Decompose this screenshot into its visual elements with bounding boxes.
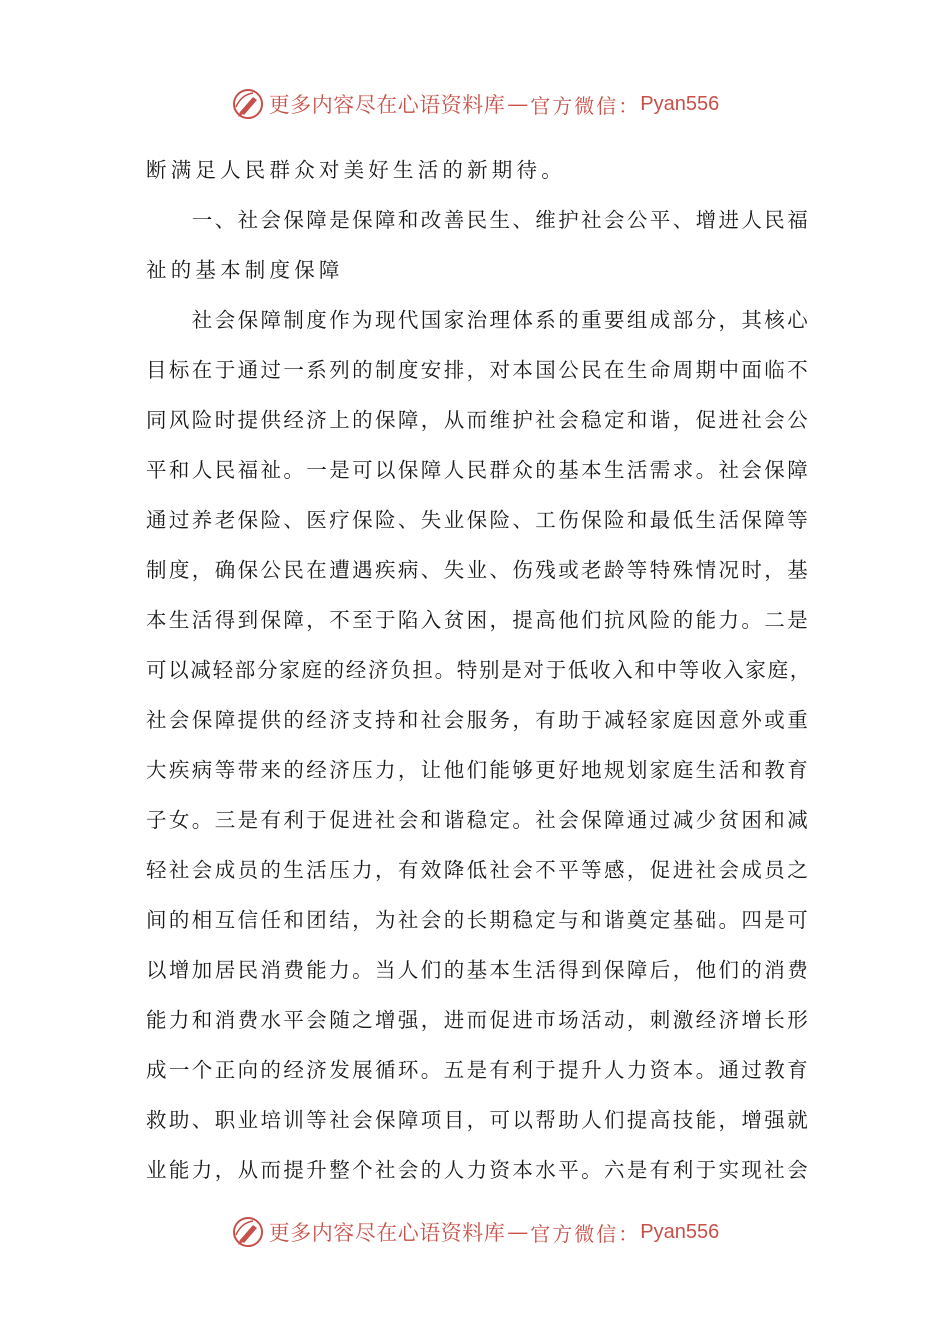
text-line: 社会保障提供的经济支持和社会服务，有助于减轻家庭因意外或重 bbox=[146, 708, 811, 732]
text-line: 同风险时提供经济上的保障，从而维护社会稳定和谐，促进社会公 bbox=[146, 408, 811, 432]
banner-dash: — bbox=[507, 1220, 529, 1244]
text-line: 通过养老保险、医疗保险、失业保险、工伤保险和最低生活保障等 bbox=[146, 508, 811, 532]
banner-text: 更多内容尽在心语资料库 bbox=[268, 1221, 506, 1245]
text-line: 可以减轻部分家庭的经济负担。特别是对于低收入和中等收入家庭， bbox=[146, 658, 812, 682]
banner-wechat-id: Pyan556 bbox=[640, 92, 720, 115]
text-line: 间的相互信任和团结，为社会的长期稳定与和谐奠定基础。四是可 bbox=[146, 908, 811, 932]
banner-text: 更多内容尽在心语资料库 bbox=[268, 93, 506, 117]
pen-logo-icon bbox=[231, 87, 265, 121]
text-line: 业能力，从而提升整个社会的人力资本水平。六是有利于实现社会 bbox=[146, 1158, 811, 1182]
text-line: 平和人民福祉。一是可以保障人民群众的基本生活需求。社会保障 bbox=[146, 458, 811, 482]
text-line: 救助、职业培训等社会保障项目，可以帮助人们提高技能，增强就 bbox=[146, 1108, 811, 1132]
text-line: 能力和消费水平会随之增强，进而促进市场活动，刺激经济增长形 bbox=[146, 1008, 811, 1032]
text-line: 子女。三是有利于促进社会和谐稳定。社会保障通过减少贫困和减 bbox=[146, 808, 811, 832]
banner-wechat-id: Pyan556 bbox=[640, 1220, 720, 1243]
text-line: 大疾病等带来的经济压力，让他们能够更好地规划家庭生活和教育 bbox=[146, 758, 811, 782]
text-line: 社会保障制度作为现代国家治理体系的重要组成部分，其核心 bbox=[146, 308, 811, 332]
section-heading-line: 祉的基本制度保障 bbox=[146, 258, 344, 282]
text-line: 目标在于通过一系列的制度安排，对本国公民在生命周期中面临不 bbox=[146, 358, 811, 382]
pen-logo-icon bbox=[231, 1215, 265, 1249]
text-line: 成一个正向的经济发展循环。五是有利于提升人力资本。通过教育 bbox=[146, 1058, 811, 1082]
section-heading-line: 一、社会保障是保障和改善民生、维护社会公平、增进人民福 bbox=[146, 208, 811, 232]
text-line: 轻社会成员的生活压力，有效降低社会不平等感，促进社会成员之 bbox=[146, 858, 811, 882]
text-line: 断满足人民群众对美好生活的新期待。 bbox=[146, 158, 566, 182]
banner-wechat-label: 官方微信： bbox=[530, 1221, 641, 1246]
text-line: 本生活得到保障，不至于陷入贫困，提高他们抗风险的能力。二是 bbox=[146, 608, 811, 632]
footer-banner bbox=[0, 1212, 950, 1252]
text-line: 制度，确保公民在遭遇疾病、失业、伤残或老龄等特殊情况时，基 bbox=[146, 558, 811, 582]
banner-wechat-label: 官方微信： bbox=[530, 93, 641, 118]
text-line: 以增加居民消费能力。当人们的基本生活得到保障后，他们的消费 bbox=[146, 958, 811, 982]
header-banner bbox=[0, 84, 950, 124]
banner-dash: — bbox=[507, 92, 529, 116]
